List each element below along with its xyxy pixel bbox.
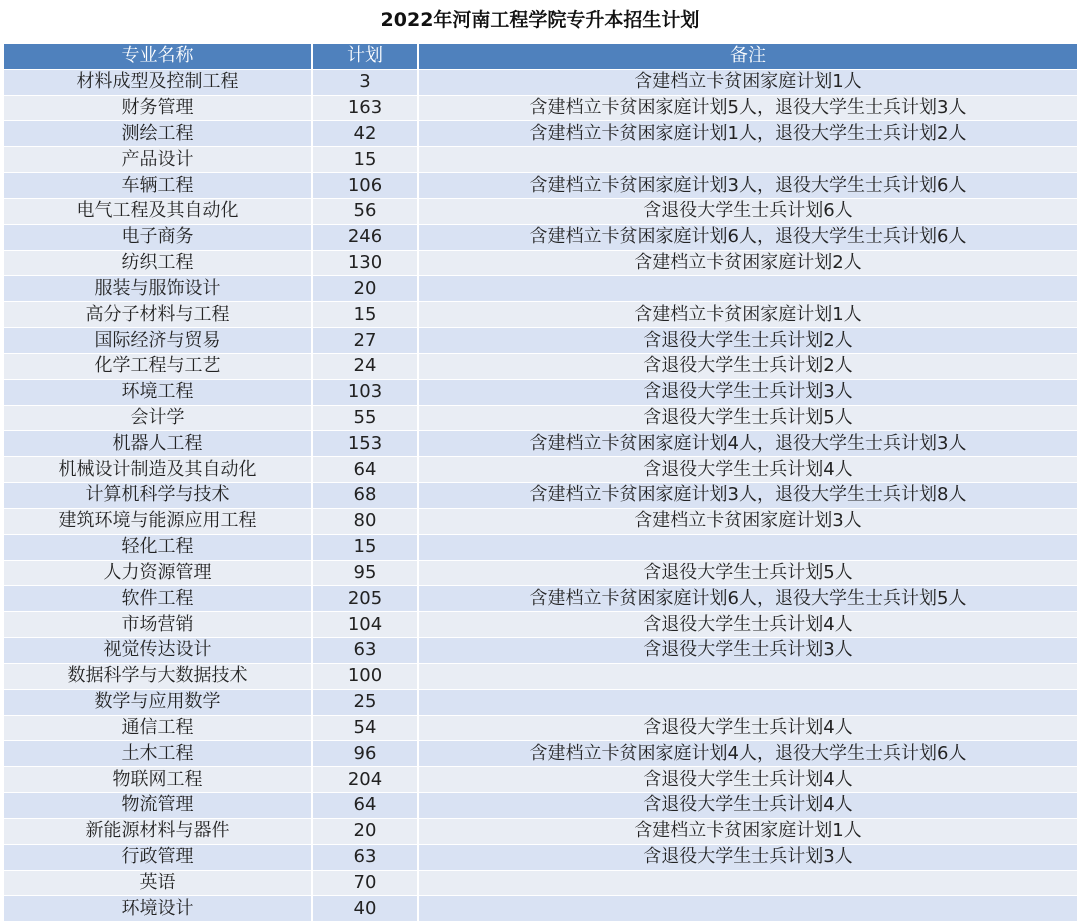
- cell-plan: 104: [312, 612, 418, 638]
- cell-plan: 163: [312, 95, 418, 121]
- cell-plan: 55: [312, 405, 418, 431]
- cell-major: 产品设计: [4, 147, 312, 173]
- cell-plan: 80: [312, 508, 418, 534]
- cell-major: 物流管理: [4, 793, 312, 819]
- table-row: [4, 508, 1077, 534]
- cell-plan: 20: [312, 818, 418, 844]
- cell-plan: 56: [312, 198, 418, 224]
- cell-note: 含退役大学生士兵计划2人: [418, 328, 1077, 354]
- table-row: [4, 147, 1077, 173]
- cell-note: [418, 663, 1077, 689]
- cell-note: 含退役大学生士兵计划3人: [418, 844, 1077, 870]
- cell-note: 含建档立卡贫困家庭计划5人，退役大学生士兵计划3人: [418, 95, 1077, 121]
- table-row: [4, 95, 1077, 121]
- cell-note: 含建档立卡贫困家庭计划1人，退役大学生士兵计划2人: [418, 121, 1077, 147]
- cell-plan: 27: [312, 328, 418, 354]
- table-row: [4, 198, 1077, 224]
- cell-plan: 15: [312, 147, 418, 173]
- cell-note: 含建档立卡贫困家庭计划4人，退役大学生士兵计划6人: [418, 741, 1077, 767]
- cell-note: 含建档立卡贫困家庭计划1人: [418, 69, 1077, 95]
- page-title: 2022年河南工程学院专升本招生计划: [380, 9, 700, 31]
- cell-major: 材料成型及控制工程: [4, 69, 312, 95]
- table-row: [4, 638, 1077, 664]
- cell-note: 含退役大学生士兵计划6人: [418, 198, 1077, 224]
- cell-major: 视觉传达设计: [4, 638, 312, 664]
- table-row: [4, 173, 1077, 199]
- cell-major: 软件工程: [4, 586, 312, 612]
- cell-plan: 70: [312, 870, 418, 896]
- cell-major: 新能源材料与器件: [4, 818, 312, 844]
- cell-major: 环境工程: [4, 379, 312, 405]
- cell-plan: 15: [312, 302, 418, 328]
- cell-major: 土木工程: [4, 741, 312, 767]
- table-row: [4, 612, 1077, 638]
- cell-major: 机器人工程: [4, 431, 312, 457]
- cell-major: 数学与应用数学: [4, 689, 312, 715]
- cell-plan: 15: [312, 534, 418, 560]
- cell-plan: 153: [312, 431, 418, 457]
- cell-major: 环境设计: [4, 896, 312, 922]
- cell-major: 市场营销: [4, 612, 312, 638]
- cell-plan: 64: [312, 793, 418, 819]
- cell-note: 含退役大学生士兵计划2人: [418, 353, 1077, 379]
- table-row: [4, 121, 1077, 147]
- table-row: [4, 818, 1077, 844]
- cell-major: 测绘工程: [4, 121, 312, 147]
- cell-major: 行政管理: [4, 844, 312, 870]
- cell-plan: 205: [312, 586, 418, 612]
- cell-major: 电气工程及其自动化: [4, 198, 312, 224]
- cell-major: 英语: [4, 870, 312, 896]
- cell-plan: 246: [312, 224, 418, 250]
- column-header-note: 备注: [418, 44, 1077, 69]
- table-row: [4, 250, 1077, 276]
- cell-note: 含退役大学生士兵计划5人: [418, 405, 1077, 431]
- table-row: [4, 793, 1077, 819]
- table-row: [4, 457, 1077, 483]
- cell-major: 会计学: [4, 405, 312, 431]
- cell-note: [418, 689, 1077, 715]
- cell-note: 含建档立卡贫困家庭计划6人，退役大学生士兵计划6人: [418, 224, 1077, 250]
- cell-major: 数据科学与大数据技术: [4, 663, 312, 689]
- enrollment-plan-table: [4, 44, 1077, 922]
- cell-plan: 68: [312, 483, 418, 509]
- table-row: [4, 69, 1077, 95]
- cell-note: 含建档立卡贫困家庭计划6人，退役大学生士兵计划5人: [418, 586, 1077, 612]
- cell-plan: 42: [312, 121, 418, 147]
- cell-plan: 63: [312, 844, 418, 870]
- cell-plan: 20: [312, 276, 418, 302]
- cell-major: 通信工程: [4, 715, 312, 741]
- cell-note: 含退役大学生士兵计划4人: [418, 767, 1077, 793]
- table-row: [4, 224, 1077, 250]
- table-row: [4, 844, 1077, 870]
- table-row: [4, 896, 1077, 922]
- cell-note: 含退役大学生士兵计划3人: [418, 379, 1077, 405]
- cell-note: 含建档立卡贫困家庭计划1人: [418, 302, 1077, 328]
- table-row: [4, 586, 1077, 612]
- cell-note: [418, 534, 1077, 560]
- cell-note: 含建档立卡贫困家庭计划3人，退役大学生士兵计划6人: [418, 173, 1077, 199]
- cell-note: 含建档立卡贫困家庭计划4人，退役大学生士兵计划3人: [418, 431, 1077, 457]
- cell-major: 人力资源管理: [4, 560, 312, 586]
- cell-note: 含退役大学生士兵计划4人: [418, 793, 1077, 819]
- table-row: [4, 689, 1077, 715]
- cell-plan: 63: [312, 638, 418, 664]
- cell-plan: 204: [312, 767, 418, 793]
- table-row: [4, 431, 1077, 457]
- cell-plan: 95: [312, 560, 418, 586]
- cell-note: [418, 896, 1077, 922]
- table-row: [4, 353, 1077, 379]
- table-body: [4, 69, 1077, 921]
- table-row: [4, 276, 1077, 302]
- table-row: [4, 663, 1077, 689]
- cell-major: 化学工程与工艺: [4, 353, 312, 379]
- cell-plan: 25: [312, 689, 418, 715]
- cell-note: 含建档立卡贫困家庭计划3人，退役大学生士兵计划8人: [418, 483, 1077, 509]
- table-row: [4, 560, 1077, 586]
- table-header-row: [4, 44, 1077, 69]
- cell-plan: 24: [312, 353, 418, 379]
- cell-major: 建筑环境与能源应用工程: [4, 508, 312, 534]
- table-row: [4, 741, 1077, 767]
- cell-plan: 40: [312, 896, 418, 922]
- cell-note: [418, 870, 1077, 896]
- table-row: [4, 302, 1077, 328]
- cell-note: 含退役大学生士兵计划4人: [418, 612, 1077, 638]
- cell-major: 计算机科学与技术: [4, 483, 312, 509]
- cell-major: 轻化工程: [4, 534, 312, 560]
- cell-note: 含退役大学生士兵计划5人: [418, 560, 1077, 586]
- cell-note: 含建档立卡贫困家庭计划3人: [418, 508, 1077, 534]
- table-row: [4, 328, 1077, 354]
- table-row: [4, 405, 1077, 431]
- cell-major: 纺织工程: [4, 250, 312, 276]
- table-row: [4, 534, 1077, 560]
- cell-note: [418, 147, 1077, 173]
- cell-note: 含退役大学生士兵计划4人: [418, 457, 1077, 483]
- cell-note: [418, 276, 1077, 302]
- cell-note: 含退役大学生士兵计划4人: [418, 715, 1077, 741]
- cell-plan: 106: [312, 173, 418, 199]
- cell-major: 服装与服饰设计: [4, 276, 312, 302]
- cell-note: 含建档立卡贫困家庭计划2人: [418, 250, 1077, 276]
- cell-note: 含退役大学生士兵计划3人: [418, 638, 1077, 664]
- column-header-plan: 计划: [312, 44, 418, 69]
- table-row: [4, 767, 1077, 793]
- cell-major: 财务管理: [4, 95, 312, 121]
- cell-plan: 54: [312, 715, 418, 741]
- cell-major: 国际经济与贸易: [4, 328, 312, 354]
- cell-major: 高分子材料与工程: [4, 302, 312, 328]
- table-row: [4, 483, 1077, 509]
- cell-plan: 64: [312, 457, 418, 483]
- cell-major: 车辆工程: [4, 173, 312, 199]
- cell-major: 物联网工程: [4, 767, 312, 793]
- table-row: [4, 715, 1077, 741]
- cell-major: 电子商务: [4, 224, 312, 250]
- cell-note: 含建档立卡贫困家庭计划1人: [418, 818, 1077, 844]
- table-row: [4, 870, 1077, 896]
- cell-plan: 103: [312, 379, 418, 405]
- cell-plan: 3: [312, 69, 418, 95]
- cell-plan: 96: [312, 741, 418, 767]
- cell-plan: 100: [312, 663, 418, 689]
- cell-plan: 130: [312, 250, 418, 276]
- column-header-major: 专业名称: [4, 44, 312, 69]
- table-row: [4, 379, 1077, 405]
- cell-major: 机械设计制造及其自动化: [4, 457, 312, 483]
